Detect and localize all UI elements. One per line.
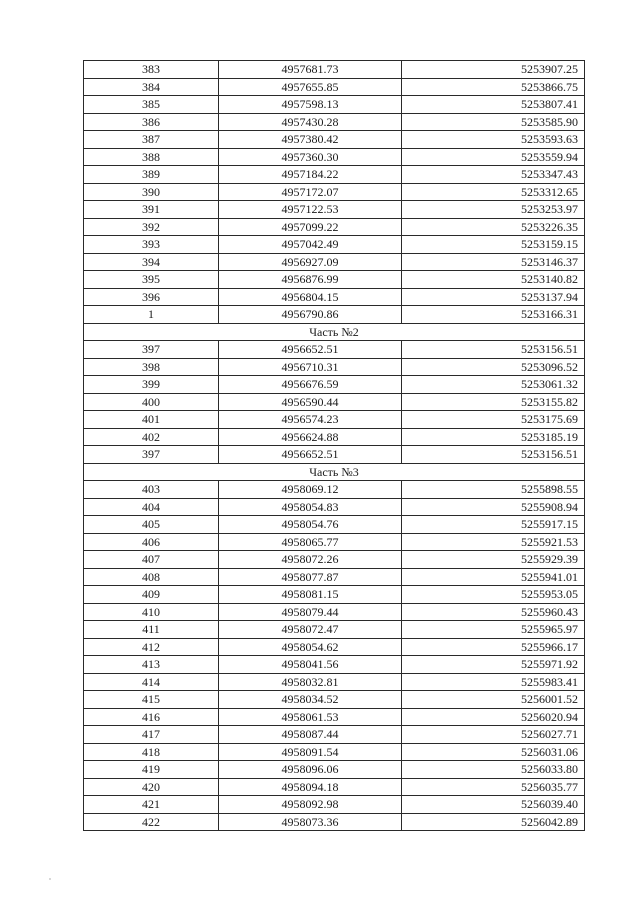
x-coordinate-cell: 4958072.26 [219,551,402,569]
point-number-cell: 387 [84,131,219,149]
point-number-cell: 412 [84,638,219,656]
point-number-cell: 397 [84,446,219,464]
y-coordinate-cell: 5255953.05 [402,586,585,604]
y-coordinate-cell: 5253146.37 [402,253,585,271]
y-coordinate-cell: 5253907.25 [402,61,585,79]
table-row [84,586,585,604]
point-number-cell: 416 [84,708,219,726]
y-coordinate-cell: 5253253.97 [402,201,585,219]
table-row [84,288,585,306]
table-row [84,743,585,761]
x-coordinate-cell: 4957184.22 [219,166,402,184]
x-coordinate-cell: 4958073.36 [219,813,402,831]
point-number-cell: 398 [84,358,219,376]
coordinates-table [83,60,585,831]
y-coordinate-cell: 5253585.90 [402,113,585,131]
coordinates-table-body [84,61,585,831]
x-coordinate-cell: 4956804.15 [219,288,402,306]
x-coordinate-cell: 4956574.23 [219,411,402,429]
y-coordinate-cell: 5256027.71 [402,726,585,744]
point-number-cell: 390 [84,183,219,201]
y-coordinate-cell: 5255983.41 [402,673,585,691]
x-coordinate-cell: 4958079.44 [219,603,402,621]
x-coordinate-cell: 4956652.51 [219,341,402,359]
point-number-cell: 406 [84,533,219,551]
x-coordinate-cell: 4958054.76 [219,516,402,534]
table-row [84,708,585,726]
point-number-cell: 405 [84,516,219,534]
table-row [84,166,585,184]
table-row [84,376,585,394]
table-row [84,656,585,674]
x-coordinate-cell: 4958077.87 [219,568,402,586]
y-coordinate-cell: 5256033.80 [402,761,585,779]
table-row [84,271,585,289]
y-coordinate-cell: 5255965.97 [402,621,585,639]
x-coordinate-cell: 4958054.62 [219,638,402,656]
point-number-cell: 415 [84,691,219,709]
x-coordinate-cell: 4957042.49 [219,236,402,254]
point-number-cell: 408 [84,568,219,586]
table-row [84,481,585,499]
point-number-cell: 420 [84,778,219,796]
section-header-row [84,463,585,481]
table-row [84,393,585,411]
point-number-cell: 411 [84,621,219,639]
table-row [84,96,585,114]
point-number-cell: 404 [84,498,219,516]
y-coordinate-cell: 5255917.15 [402,516,585,534]
point-number-cell: 407 [84,551,219,569]
x-coordinate-cell: 4958032.81 [219,673,402,691]
y-coordinate-cell: 5255971.92 [402,656,585,674]
section-title: Часть №2 [84,323,585,341]
table-row [84,621,585,639]
y-coordinate-cell: 5255966.17 [402,638,585,656]
y-coordinate-cell: 5253185.19 [402,428,585,446]
table-row [84,201,585,219]
table-row [84,761,585,779]
y-coordinate-cell: 5256020.94 [402,708,585,726]
point-number-cell: 383 [84,61,219,79]
table-row [84,428,585,446]
point-number-cell: 399 [84,376,219,394]
y-coordinate-cell: 5255929.39 [402,551,585,569]
y-coordinate-cell: 5253807.41 [402,96,585,114]
y-coordinate-cell: 5253137.94 [402,288,585,306]
table-row [84,78,585,96]
table-row [84,218,585,236]
x-coordinate-cell: 4958091.54 [219,743,402,761]
x-coordinate-cell: 4957655.85 [219,78,402,96]
x-coordinate-cell: 4957360.30 [219,148,402,166]
y-coordinate-cell: 5255941.01 [402,568,585,586]
x-coordinate-cell: 4958041.56 [219,656,402,674]
table-row [84,778,585,796]
point-number-cell: 418 [84,743,219,761]
table-row [84,411,585,429]
table-row [84,236,585,254]
point-number-cell: 395 [84,271,219,289]
y-coordinate-cell: 5253175.69 [402,411,585,429]
table-row [84,568,585,586]
x-coordinate-cell: 4958034.52 [219,691,402,709]
x-coordinate-cell: 4958094.18 [219,778,402,796]
table-row [84,306,585,324]
table-row [84,813,585,831]
y-coordinate-cell: 5255921.53 [402,533,585,551]
point-number-cell: 384 [84,78,219,96]
table-row [84,673,585,691]
table-row [84,148,585,166]
x-coordinate-cell: 4956624.88 [219,428,402,446]
table-row [84,498,585,516]
point-number-cell: 1 [84,306,219,324]
table-row [84,551,585,569]
x-coordinate-cell: 4958069.12 [219,481,402,499]
point-number-cell: 422 [84,813,219,831]
y-coordinate-cell: 5256035.77 [402,778,585,796]
point-number-cell: 414 [84,673,219,691]
point-number-cell: 385 [84,96,219,114]
x-coordinate-cell: 4956652.51 [219,446,402,464]
point-number-cell: 402 [84,428,219,446]
x-coordinate-cell: 4956876.99 [219,271,402,289]
point-number-cell: 391 [84,201,219,219]
section-title: Часть №3 [84,463,585,481]
table-row [84,61,585,79]
y-coordinate-cell: 5256042.89 [402,813,585,831]
y-coordinate-cell: 5256039.40 [402,796,585,814]
table-row [84,341,585,359]
table-row [84,113,585,131]
y-coordinate-cell: 5253156.51 [402,341,585,359]
point-number-cell: 409 [84,586,219,604]
y-coordinate-cell: 5253593.63 [402,131,585,149]
table-row [84,358,585,376]
x-coordinate-cell: 4958065.77 [219,533,402,551]
x-coordinate-cell: 4957598.13 [219,96,402,114]
point-number-cell: 394 [84,253,219,271]
x-coordinate-cell: 4957430.28 [219,113,402,131]
point-number-cell: 417 [84,726,219,744]
y-coordinate-cell: 5255908.94 [402,498,585,516]
y-coordinate-cell: 5253155.82 [402,393,585,411]
table-row [84,726,585,744]
y-coordinate-cell: 5255960.43 [402,603,585,621]
x-coordinate-cell: 4956927.09 [219,253,402,271]
point-number-cell: 401 [84,411,219,429]
x-coordinate-cell: 4957380.42 [219,131,402,149]
table-row [84,691,585,709]
x-coordinate-cell: 4958096.06 [219,761,402,779]
table-row [84,796,585,814]
point-number-cell: 396 [84,288,219,306]
x-coordinate-cell: 4956710.31 [219,358,402,376]
x-coordinate-cell: 4958061.53 [219,708,402,726]
x-coordinate-cell: 4956790.86 [219,306,402,324]
table-row [84,446,585,464]
table-row [84,183,585,201]
y-coordinate-cell: 5253347.43 [402,166,585,184]
x-coordinate-cell: 4956590.44 [219,393,402,411]
scan-speck [49,878,51,880]
point-number-cell: 392 [84,218,219,236]
table-row [84,516,585,534]
point-number-cell: 386 [84,113,219,131]
y-coordinate-cell: 5253312.65 [402,183,585,201]
x-coordinate-cell: 4958054.83 [219,498,402,516]
y-coordinate-cell: 5253866.75 [402,78,585,96]
point-number-cell: 393 [84,236,219,254]
point-number-cell: 389 [84,166,219,184]
point-number-cell: 400 [84,393,219,411]
x-coordinate-cell: 4958092.98 [219,796,402,814]
y-coordinate-cell: 5253159.15 [402,236,585,254]
y-coordinate-cell: 5256031.06 [402,743,585,761]
point-number-cell: 397 [84,341,219,359]
table-row [84,603,585,621]
x-coordinate-cell: 4957681.73 [219,61,402,79]
x-coordinate-cell: 4957122.53 [219,201,402,219]
point-number-cell: 388 [84,148,219,166]
section-header-row [84,323,585,341]
y-coordinate-cell: 5253166.31 [402,306,585,324]
point-number-cell: 413 [84,656,219,674]
y-coordinate-cell: 5253559.94 [402,148,585,166]
y-coordinate-cell: 5253140.82 [402,271,585,289]
table-row [84,533,585,551]
point-number-cell: 419 [84,761,219,779]
y-coordinate-cell: 5256001.52 [402,691,585,709]
x-coordinate-cell: 4958087.44 [219,726,402,744]
table-row [84,131,585,149]
y-coordinate-cell: 5253156.51 [402,446,585,464]
y-coordinate-cell: 5255898.55 [402,481,585,499]
x-coordinate-cell: 4958081.15 [219,586,402,604]
y-coordinate-cell: 5253096.52 [402,358,585,376]
point-number-cell: 421 [84,796,219,814]
y-coordinate-cell: 5253061.32 [402,376,585,394]
x-coordinate-cell: 4957172.07 [219,183,402,201]
x-coordinate-cell: 4958072.47 [219,621,402,639]
table-row [84,253,585,271]
point-number-cell: 403 [84,481,219,499]
y-coordinate-cell: 5253226.35 [402,218,585,236]
table-row [84,638,585,656]
point-number-cell: 410 [84,603,219,621]
x-coordinate-cell: 4957099.22 [219,218,402,236]
x-coordinate-cell: 4956676.59 [219,376,402,394]
